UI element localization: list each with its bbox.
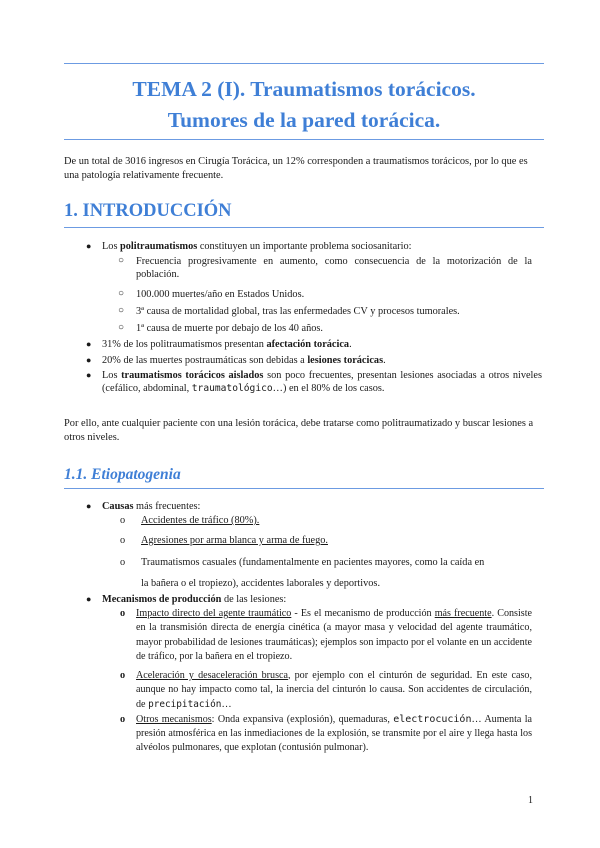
title-bottom-rule (64, 139, 544, 140)
circle-bullet-icon: ○ (118, 288, 125, 299)
closing-paragraph: Por ello, ante cualquier paciente con una lesión torácica, debe tratarse como politraumatizado y buscar lesiones a otros niveles. (64, 418, 534, 443)
sub-item-frecuencia: Frecuencia progresivamente en aumento, como consecuencia de la motorización de la población. (136, 256, 532, 281)
bullet-icon: ● (86, 594, 92, 604)
bullet-icon: ● (86, 501, 92, 511)
intro-paragraph: De un total de 3016 ingresos en Cirugía Torácica, un 12% corresponden a traumatismos torácicos, por lo que es una patología relativamente frecuente. (64, 156, 528, 181)
subsection-rule (64, 488, 544, 489)
list-item-causas: Causas más frecuentes: (102, 501, 201, 512)
letter-o-bullet: o (120, 557, 126, 568)
letter-o-bullet: o (120, 714, 126, 725)
list-item-politraumatismos: Los politraumatismos constituyen un importante problema sociosanitario: (102, 241, 412, 252)
list-item-muertes-postraumaticas: 20% de las muertes postraumáticas son debidas a lesiones torácicas. (102, 355, 386, 366)
sub-item-muertes: 100.000 muertes/año en Estados Unidos. (136, 289, 305, 300)
bullet-icon: ● (86, 370, 92, 380)
page-title-line2: Tumores de la pared torácica. (167, 108, 441, 132)
letter-o-bullet: o (120, 670, 126, 681)
list-item-mecanismos: Mecanismos de producción de las lesiones: (102, 594, 287, 605)
bullet-icon: ● (86, 339, 92, 349)
page-number: 1 (528, 795, 533, 806)
bullet-icon: ● (86, 355, 92, 365)
sub-item-causa-muerte: 1ª causa de muerte por debajo de los 40 años. (136, 323, 323, 334)
mechanism-aceleracion: Aceleración y desaceleración brusca, por ejemplo con el cinturón de seguridad. En este caso, aunque no hay impacto como tal, la inercia del cinturón lo causa. Son accidentes de circulación, de precipitación… (136, 670, 532, 710)
circle-bullet-icon: ○ (118, 322, 125, 333)
mechanism-otros: Otros mecanismos: Onda expansiva (explosión), quemaduras, electrocución… Aumenta la presión atmosférica en las inmediaciones de la explosión, se transmite por el aire y llega hasta los alvéolos pulmonares, que explotan (contusión pulmonar). (136, 714, 532, 753)
cause-agresiones: Agresiones por arma blanca y arma de fuego. (141, 535, 328, 546)
cause-traumatismos-casuales-line2: la bañera o el tropiezo), accidentes laborales y deportivos. (141, 578, 381, 589)
letter-o-bullet: o (120, 515, 126, 526)
section-rule (64, 227, 544, 228)
list-item-afectacion: 31% de los politraumatismos presentan afectación torácica. (102, 339, 352, 350)
cause-traumatismos-casuales-line1: Traumatismos casuales (fundamentalmente en pacientes mayores, como la caída en (141, 557, 485, 568)
page-title-line1: TEMA 2 (I). Traumatismos torácicos. (132, 77, 476, 101)
bullet-icon: ● (86, 241, 92, 251)
letter-o-bullet: o (120, 608, 126, 619)
mechanism-impacto-directo: Impacto directo del agente traumático - Es el mecanismo de producción más frecuente. Consiste en la transmisión directa de energía cinética (a mayor masa y velocidad del agente traumático, mayor probabilidad de lesiones traumáticas); ejemplos son impacto por el volante en un accidente de tráfico, por la bañera en el tropiezo. (136, 608, 532, 662)
subsection-heading-etiopatogenia: 1.1. Etiopatogenia (64, 466, 181, 483)
list-item-traumatismos-aislados: Los traumatismos torácicos aislados son poco frecuentes, presentan lesiones asociadas a otros niveles (cefálico, abdominal, traumatológico…) en el 80% de los casos. (102, 370, 542, 395)
circle-bullet-icon: ○ (118, 305, 125, 316)
cause-accidentes-trafico: Accidentes de tráfico (80%). (141, 515, 260, 526)
circle-bullet-icon: ○ (118, 255, 125, 266)
letter-o-bullet: o (120, 535, 126, 546)
top-rule (64, 63, 544, 64)
section-heading-introduccion: 1. INTRODUCCIÓN (64, 201, 232, 221)
sub-item-mortalidad: 3ª causa de mortalidad global, tras las enfermedades CV y procesos tumorales. (136, 306, 460, 317)
